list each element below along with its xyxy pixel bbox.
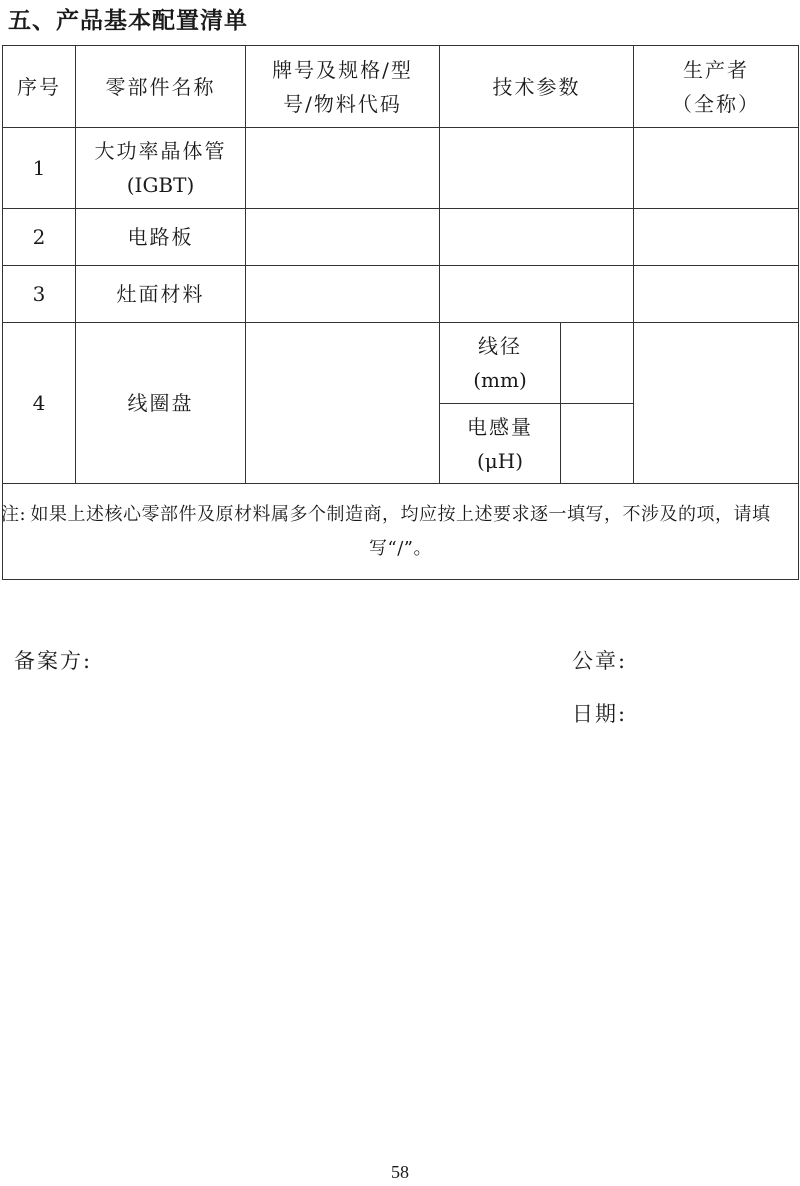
param-unit: (μH) [476,448,524,473]
note-text: 如果上述核心零部件及原材料属多个制造商，均应按上述要求逐一填写，不涉及的项，请填写“/”。 [30,503,771,559]
empty-cell [561,323,634,404]
header-brand-line1: 牌号及规格/型 [272,57,413,82]
config-table [2,45,799,580]
param-wire-diameter [440,323,561,404]
empty-cell [246,209,440,266]
empty-cell [634,128,799,209]
page-number: 58 [391,1162,409,1182]
empty-cell [246,323,440,484]
row-part-name: 线圈盘 [76,323,246,484]
empty-cell [561,404,634,484]
empty-cell [634,266,799,323]
empty-cell [634,323,799,484]
param-inductance [440,404,561,484]
empty-cell [440,209,634,266]
table-row [3,323,799,404]
empty-cell [246,128,440,209]
row-seq: 2 [3,209,76,266]
row-seq: 4 [3,323,76,484]
filer-label: 备案方: [14,649,93,673]
header-maker [634,46,799,128]
row-seq: 1 [3,128,76,209]
param-unit: (mm) [473,368,527,392]
table-row [3,128,799,209]
header-brand-line2: 号/物料代码 [283,91,402,116]
seal-label: 公章: [572,649,628,673]
row-seq: 3 [3,266,76,323]
table-row [3,266,799,323]
empty-cell [246,266,440,323]
empty-cell [440,128,634,209]
header-maker-line2: （全称） [672,91,760,116]
part-name-line2: (IGBT) [126,173,195,197]
section-title: 五、产品基本配置清单 [8,8,248,34]
empty-cell [440,266,634,323]
note-label: 注: [0,503,27,525]
row-part-name: 灶面材料 [76,266,246,323]
param-label: 电感量 [467,414,533,439]
row-part-name [76,128,246,209]
header-maker-line1: 生产者 [683,57,749,82]
header-tech: 技术参数 [440,46,634,128]
header-brand [246,46,440,128]
empty-cell [634,209,799,266]
header-part-name: 零部件名称 [76,46,246,128]
note-cell [0,484,799,580]
part-name-line1: 大功率晶体管 [94,139,227,163]
note-row [3,484,799,580]
param-label: 线径 [478,334,522,358]
date-label: 日期: [572,702,628,726]
table-row [3,209,799,266]
header-seq: 序号 [3,46,76,128]
row-part-name: 电路板 [76,209,246,266]
table-header-row [3,46,799,128]
